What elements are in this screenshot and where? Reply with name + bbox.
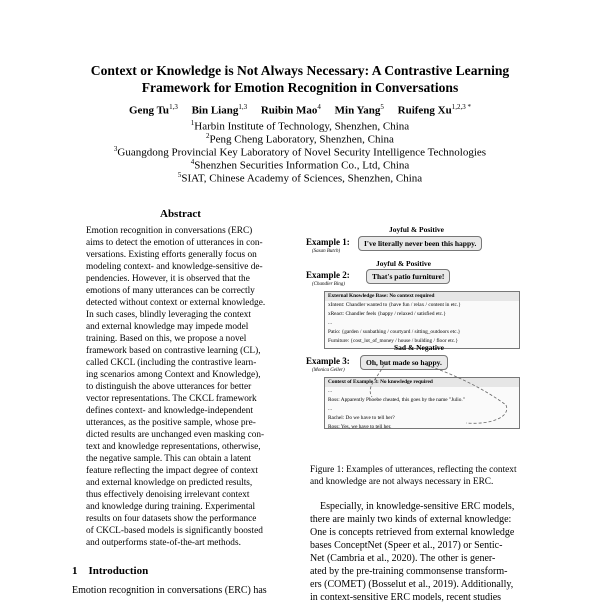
caption-line: and knowledge are not always necessary in ERC. (310, 477, 494, 487)
example-label-2: Example 2: (306, 270, 350, 280)
abstract-line: utterances, as the positive sample, whose pre- (86, 418, 256, 428)
author-affil-mark: 1,2,3 * (451, 103, 471, 111)
emotion-label-ex2: Joyful & Positive (376, 259, 431, 268)
author-affil-mark: 5 (380, 103, 384, 111)
title-line-2: Framework for Emotion Recognition in Conversations (141, 80, 459, 95)
author-name: Ruifeng Xu (397, 104, 452, 117)
abstract-line: thus effectively denoising irrelevant context (86, 490, 250, 500)
figure-1 (306, 225, 526, 455)
utterance-ex1: I've literally never been this happy. (358, 236, 482, 251)
utterance-ex2: That's patio furniture! (366, 269, 450, 284)
section-heading-introduction (72, 565, 148, 577)
abstract-line: called CKCL (including the contrastive learn- (86, 358, 257, 368)
affil-mark: 4 (190, 158, 195, 166)
abstract-line: defines context- and knowledge-independent (86, 406, 254, 416)
author-list (20, 100, 580, 118)
emotion-label-ex1: Joyful & Positive (389, 225, 444, 234)
figure-caption (310, 464, 530, 488)
context-row: Ross: Yes, we have to tell her. (328, 424, 392, 430)
affil-text: Shenzhen Securities Information Co., Ltd, China (194, 159, 410, 172)
abstract-line: and knowledge during training. Experimental (86, 502, 256, 512)
body-line: One is concepts retrieved from external knowledge (310, 527, 515, 538)
body-line: Especially, in knowledge-sensitive ERC models, (320, 501, 515, 512)
example-label-3: Example 3: (306, 356, 350, 366)
body-line: bases ConceptNet (Speer et al., 2017) or Sentic- (310, 540, 503, 551)
abstract-line: aims to detect the emotion of utterances in con- (86, 238, 263, 248)
speaker-ex2: (Chandler Bing) (312, 282, 345, 287)
abstract-body (86, 225, 298, 549)
abstract-line: dicted results are unchanged even masking con- (86, 430, 265, 440)
paper-title (40, 62, 560, 96)
abstract-line: feature reflecting the impact degree of context (86, 466, 258, 476)
affil-text: Harbin Institute of Technology, Shenzhen, China (194, 120, 410, 133)
affil-mark: 2 (206, 132, 210, 140)
abstract-line: the negative sample. This can obtain a latent (86, 454, 252, 464)
affil-text: Peng Cheng Laboratory, Shenzhen, China (209, 133, 394, 146)
abstract-line: Emotion recognition in conversations (ERC) (86, 226, 253, 236)
affil-text: Guangdong Provincial Key Laboratory of Novel Security Intelligence Technologies (117, 146, 487, 159)
body-line: ated by the pre-training commonsense transform- (310, 566, 508, 577)
speaker-ex1: (Sasan Butch) (312, 249, 341, 254)
affiliation (20, 169, 580, 186)
abstract-line: emotions of many utterances can be correctly (86, 286, 255, 296)
speaker-ex3: (Monica Geller) (312, 368, 345, 373)
intro-first-line: Emotion recognition in conversations (ERC) has (72, 585, 267, 596)
context-row: Rachel: Do we have to tell her? (328, 415, 395, 421)
context-header: Context of Example 3: No knowledge required (325, 378, 519, 387)
abstract-line: pendencies. However, it is observed that the (86, 274, 250, 284)
author-affil-mark: 4 (317, 103, 321, 111)
utterance-ex3: Oh, but made so happy. (360, 355, 448, 370)
abstract-heading: Abstract (160, 208, 201, 220)
author-name: Min Yang (334, 104, 381, 117)
abstract-line: of CKCL-based models is significantly boosted (86, 526, 263, 536)
kb-row: xReact: Chandler feels {happy / relaxed / satisfied etc.} (328, 311, 446, 317)
emotion-label-ex3: Sad & Negative (394, 343, 444, 352)
kb-row: ... (328, 320, 332, 326)
section-title: Introduction (88, 565, 149, 577)
body-line: ers (COMET) (Bosselut et al., 2019). Additionally, (310, 579, 514, 590)
abstract-line: training. Based on this, we propose a novel (86, 334, 247, 344)
abstract-line: detected without context or external knowledge. (86, 298, 266, 308)
author-name: Ruibin Mao (260, 104, 318, 117)
abstract-line: versations. Existing efforts generally focus on (86, 250, 257, 260)
context-box (324, 377, 520, 429)
kb-row: Furniture: {cost_lot_of_money / house / building / floor etc.} (328, 338, 458, 344)
abstract-line: vector representations. The CKCL framework (86, 394, 257, 404)
author-name: Geng Tu (129, 104, 170, 117)
abstract-line: to distinguish the above utterances for better (86, 382, 252, 392)
abstract-line: results on four datasets show the performance (86, 514, 257, 524)
abstract-line: and external knowledge on predicted results, (86, 478, 253, 488)
context-row: Ross: Apparently Phoebe cheated, this goes by the name "Julio." (328, 397, 465, 403)
author-name: Bin Liang (191, 104, 239, 117)
kb-row: xIntent: Chandler wanted to {have fun / relax / content in etc.} (328, 302, 461, 308)
abstract-line: and external knowledge may impede model (86, 322, 249, 332)
knowledge-base-box (324, 291, 520, 349)
context-row: ... (328, 406, 332, 412)
abstract-line: modeling context- and knowledge-sensitive de- (86, 262, 263, 272)
abstract-line: text and knowledge representations, otherwise, (86, 442, 261, 452)
kb-row: Patio: {garden / sunbathing / courtyard / sitting_outdoors etc.} (328, 329, 461, 335)
author-affil-mark: 1,3 (169, 103, 178, 111)
kb-header: External Knowledge Base: No context required (325, 292, 519, 301)
abstract-line: In such cases, blindly leveraging the context (86, 310, 251, 320)
body-line: there are mainly two kinds of external knowledge: (310, 514, 512, 525)
abstract-line: ing scenarios among Context and Knowledge), (86, 370, 261, 380)
affil-mark: 1 (190, 119, 195, 127)
author-affil-mark: 1,3 (238, 103, 248, 111)
body-line: in context-sensitive ERC models, recent studies (310, 592, 502, 603)
caption-line: Figure 1: Examples of utterances, reflecting the context (310, 465, 517, 475)
abstract-line: framework based on contrastive learning (CL), (86, 346, 261, 356)
body-line: Net (Cambria et al., 2020). The other is gener- (310, 553, 496, 564)
affil-text: SIAT, Chinese Academy of Sciences, Shenzhen, China (181, 172, 423, 185)
section-number: 1 (72, 565, 78, 577)
example-label-1: Example 1: (306, 237, 350, 247)
affil-mark: 5 (177, 171, 182, 179)
abstract-line: and outperforms state-of-the-art methods. (86, 538, 241, 548)
right-column-body (310, 500, 534, 604)
context-row: ... (328, 388, 332, 394)
title-line-1: Context or Knowledge is Not Always Necessary: A Contrastive Learning (90, 63, 510, 78)
affil-mark: 3 (113, 145, 118, 153)
